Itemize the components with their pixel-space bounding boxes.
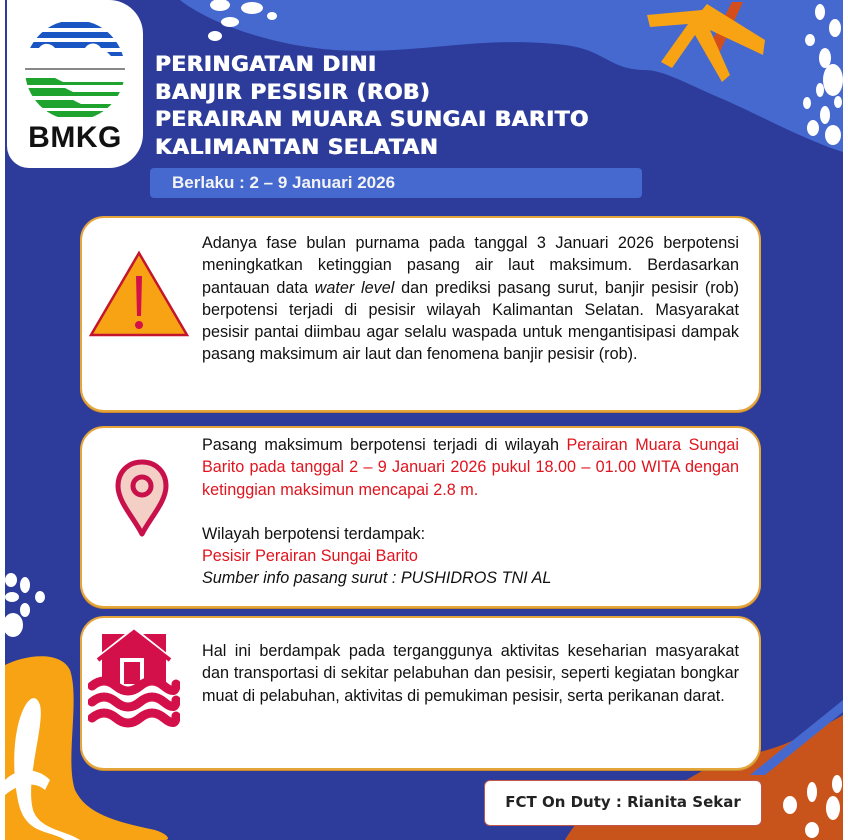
bmkg-emblem-icon [25,20,125,120]
fct-on-duty-badge: FCT On Duty : Rianita Sekar [484,780,762,826]
warning-triangle-icon [88,250,190,338]
page-title [155,51,589,161]
title-line-3: PERAIRAN MUARA SUNGAI BARITO [155,107,589,132]
warning-paragraph [202,232,739,366]
warning-text-part2: dan prediksi pasang surut, banjir pesisir (rob) berpotensi terjadi di pesisir wilayah Kalimantan Selatan. Masyarakat pesisir pantai diimbau agar selalu waspada untuk mengantisipasi dampak pasang maksimum air laut dan fenomena banjir pesisir (rob). [202,278,739,364]
location-text-highlight: Perairan Muara Sungai Barito pada tanggal 2 – 9 Januari 2026 pukul 18.00 – 01.00 WITA dengan ketinggian maksimun mencapai 2.8 m. [202,436,739,499]
title-line-2: BANJIR PESISIR (ROB) [155,79,431,105]
source-note: Sumber info pasang surut : PUSHIDROS TNI AL [202,569,552,588]
validity-banner: Berlaku : 2 – 9 Januari 2026 [150,168,642,198]
location-pin-icon [114,458,170,538]
warning-text-part1: Adanya fase bulan purnama pada tanggal 3 Januari 2026 berpotensi meningkatkan ketinggian pasang air laut maksimum. Berdasarkan pantauan data [202,234,739,297]
title-line-4: KALIMANTAN SELATAN [155,134,439,160]
info-card-location [80,426,761,608]
impact-paragraph: Hal ini berdampak pada terganggunya aktivitas keseharian masyarakat dan transportasi di sekitar pelabuhan dan pesisir, seperti kegiatan bongkar muat di pelabuhan, aktivitas di pemukiman pesisir, serta perikanan darat. [202,642,739,705]
info-card-impact [80,616,761,770]
title-line-1: PERINGATAN DINI [155,52,377,77]
flooded-house-icon [88,626,180,728]
location-paragraph [202,434,739,590]
location-text-normal: Pasang maksimum berpotensi terjadi di wilayah [202,436,567,454]
bmkg-logo [7,0,143,168]
logo-text: BMKG [28,121,122,154]
info-card-warning [80,216,761,412]
warning-text-italic: water level [314,278,395,297]
affected-area: Pesisir Perairan Sungai Barito [202,547,418,566]
affected-label: Wilayah berpotensi terdampak: [202,524,426,543]
infographic-canvas [5,0,843,840]
